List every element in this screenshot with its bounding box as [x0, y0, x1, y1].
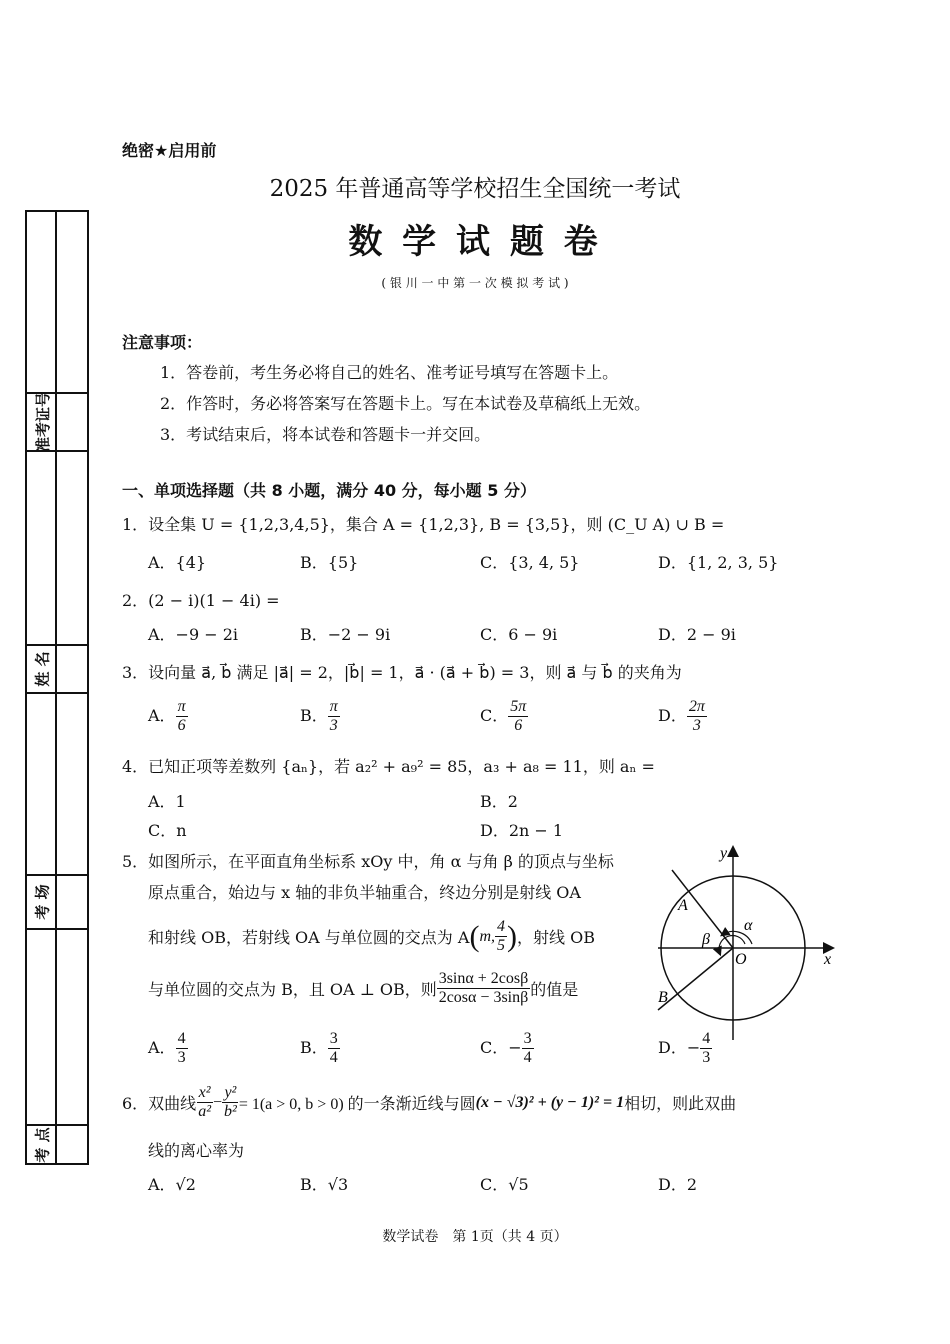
strip-label-name: 姓 名	[34, 651, 53, 687]
q6-option-c: C．√5	[480, 1175, 529, 1194]
secret-mark: 绝密★启用前	[122, 141, 217, 160]
notice-item: 3．考试结束后，将本试卷和答题卡一并交回。	[160, 425, 491, 444]
q1-option-d: D．{1, 2, 3, 5}	[658, 553, 779, 572]
page-footer: 数学试卷 第 1页（共 4 页）	[382, 1229, 568, 1245]
axis-y-label: y	[720, 845, 728, 862]
point-a-label: A	[678, 897, 688, 914]
q5-option-b: B． $\frac{3}{4}$	[300, 1030, 338, 1066]
question-5-line4: 与单位圆的交点为 B，且 OA ⊥ OB，则 $\frac{3\sin\alpha + 2\cos\beta}{2\cos\alpha - 3\sin\beta}$ 的值是	[148, 970, 579, 1006]
strip-label-exam-room: 考 场	[34, 884, 53, 920]
question-3-stem: 3．设向量 a⃗, b⃗ 满足 |a⃗| = 2，|b⃗| = 1，a⃗ · (a⃗ + b⃗) = 3，则 a⃗ 与 b⃗ 的夹角为	[122, 663, 682, 682]
q3-option-b: B． $\frac{\pi}{3}$	[300, 698, 338, 734]
notice-title: 注意事项：	[122, 333, 203, 352]
origin-label: O	[735, 951, 747, 968]
q5-option-d: D．− $\frac{4}{3}$	[658, 1030, 711, 1066]
question-6-line2: 线的离心率为	[148, 1141, 245, 1160]
question-2-stem: 2．(2 − i)(1 − 4i) =	[122, 591, 280, 610]
strip-rule	[27, 692, 87, 694]
question-4-stem: 4．已知正项等差数列 {aₙ}，若 a₂² + a₉² = 85，a₃ + a₈ = 11，则 aₙ =	[122, 757, 655, 776]
q2-option-a: A．−9 − 2i	[148, 625, 239, 644]
q1-option-a: A．{4}	[148, 553, 207, 572]
q4-option-b: B．2	[480, 792, 518, 811]
question-5-line3: 和射线 OB，若射线 OA 与单位圆的交点为 A ( m, $\frac{4}{5}$ ) ，射线 OB	[148, 918, 595, 954]
q2-option-d: D．2 − 9i	[658, 625, 736, 644]
strip-label-exam-site: 考 点	[34, 1126, 53, 1163]
q2-option-b: B．−2 − 9i	[300, 625, 391, 644]
q1-option-c: C．{3, 4, 5}	[480, 553, 580, 572]
q4-option-c: C．n	[148, 821, 187, 840]
axis-x-label: x	[824, 951, 832, 968]
binding-strip	[25, 210, 89, 1165]
question-5-line2: 原点重合，始边与 x 轴的非负半轴重合，终边分别是射线 OA	[148, 883, 581, 902]
exam-title: 2025 年普通高等学校招生全国统一考试	[269, 176, 681, 202]
angle-alpha-label: α	[744, 917, 753, 934]
q5-option-a: A． $\frac{4}{3}$	[148, 1030, 186, 1066]
point-b-label: B	[658, 989, 668, 1006]
subject-title: 数 学 试 题 卷	[348, 222, 602, 262]
q6-option-b: B．√3	[300, 1175, 349, 1194]
section-title: 一、单项选择题（共 8 小题，满分 40 分，每小题 5 分）	[122, 481, 536, 500]
q1-option-b: B．{5}	[300, 553, 359, 572]
notice-item: 1．答卷前，考生务必将自己的姓名、准考证号填写在答题卡上。	[160, 363, 619, 382]
question-6-line1: 6．双曲线 $\frac{\text{x²}}{\text{a²}}$ − $\frac{\text{y²}}{\text{b²}}$ = 1(a > 0, b > 0) 的一条渐近线与圆 (x − √3)² + (y − 1)² = 1 相切，则此双曲	[122, 1084, 737, 1120]
strip-label-exam-number: 准考证号	[34, 391, 53, 453]
strip-rule	[27, 928, 87, 930]
q2-option-c: C．6 − 9i	[480, 625, 558, 644]
angle-beta-label: β	[702, 931, 710, 948]
q3-option-d: D． $\frac{2\pi}{3}$	[658, 698, 705, 734]
q4-option-a: A．1	[148, 792, 186, 811]
unit-circle-figure	[640, 840, 840, 1045]
q6-option-d: D．2	[658, 1175, 698, 1194]
notice-item: 2．作答时，务必将答案写在答题卡上。写在本试卷及草稿纸上无效。	[160, 394, 651, 413]
q4-option-d: D．2n − 1	[480, 821, 564, 840]
question-1-stem: 1．设全集 U = {1,2,3,4,5}，集合 A = {1,2,3}, B = {3,5}，则 (C_U A) ∪ B =	[122, 515, 725, 534]
q6-option-a: A．√2	[148, 1175, 196, 1194]
sub-title: ( 银 川 一 中 第 一 次 模 拟 考 试 )	[381, 276, 569, 290]
ray-ob	[658, 948, 733, 1010]
q3-option-a: A． $\frac{\pi}{6}$	[148, 698, 186, 734]
q5-option-c: C．− $\frac{3}{4}$	[480, 1030, 532, 1066]
question-5-line1: 5．如图所示，在平面直角坐标系 xOy 中，角 α 与角 β 的顶点与坐标	[122, 852, 614, 871]
q3-option-c: C． $\frac{5\pi}{6}$	[480, 698, 527, 734]
